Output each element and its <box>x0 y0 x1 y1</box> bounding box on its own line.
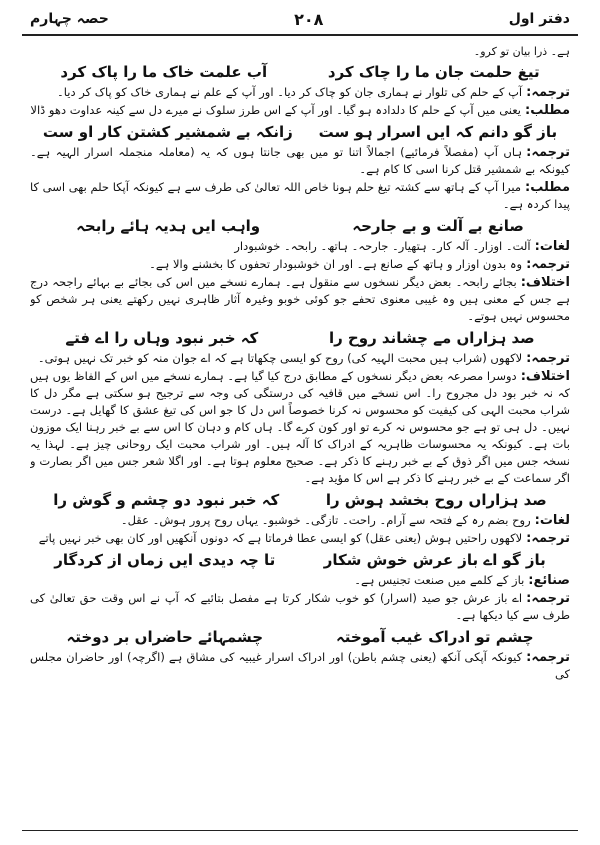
commentary-paragraph <box>30 274 570 325</box>
page-body <box>30 44 570 825</box>
paragraph-label: ترجمہ: <box>526 145 570 160</box>
verse-couplet <box>30 216 570 236</box>
verse-hemistich-first: باز گو دانم کہ ایں اسرار ہو ست <box>318 123 558 141</box>
paragraph-text: بجائے رابحہ۔ بعض دیگر نسخوں سے منقول ہے۔ ہمارے نسخے میں اس کی بجائے بے بہائے راجحہ درج ہے جس کے معنی ہیں وہ غیبی معنوی تحفے جو کوئی خوبو وغیرہ آثار ظاہری نہیں رکھتے یعنی ہر شخص کو محسوس نہیں ہوتے۔ <box>30 275 570 323</box>
verse-couplet <box>30 627 570 647</box>
commentary-paragraph <box>30 179 570 213</box>
verse-couplet <box>30 550 570 570</box>
header-volume: دفتر اول <box>508 11 570 27</box>
paragraph-text: کیونکہ آپکی آنکھ (یعنی چشم باطن) اور ادراک اسرار غیبیہ کی مشاق ہے (اگرچہ) اور حاضران مجلس کی <box>30 650 570 681</box>
verse-hemistich-second: کہ خبر نبود وہاں را اے فتے <box>65 329 259 347</box>
paragraph-text: اے باز عرش جو صید (اسرار) کو خوب شکار کرتا ہے مفصل بتائیے کہ آپ نے اس وقت حق تعالیٰ کی طرف سے کیا دیکھا ہے۔ <box>30 591 570 622</box>
paragraph-label: لغات: <box>534 513 570 528</box>
header-section: حصہ چہارم <box>30 11 109 27</box>
paragraph-label: لغات: <box>534 239 570 254</box>
paragraph-text: لاکھوں (شراب ہیں محبت الہیہ کی) روح کو ایسی چکھاتا ہے کہ اے جوان منہ کو خبر تک نہیں ہوتی۔ <box>37 351 523 365</box>
verse-couplet <box>30 490 570 510</box>
commentary-paragraph <box>30 238 570 255</box>
header-rule <box>22 34 578 36</box>
commentary-paragraph <box>30 572 570 589</box>
paragraph-label: مطلب: <box>525 180 570 195</box>
verse-hemistich-first: صد ہزاراں مے چشاند روح را <box>328 329 535 347</box>
verse-hemistich-second: واہب ایں ہدیہ ہائے رابحہ <box>76 217 261 235</box>
paragraph-text: باز کے کلمے میں صنعت تجنیس ہے۔ <box>354 573 525 587</box>
commentary-paragraph <box>30 512 570 529</box>
paragraph-text: روح بضم رہ کے فتحہ سے آرام۔ راحت۔ تازگی۔ خوشبو۔ یہاں روح پرور ہوش۔ عقل۔ <box>120 513 531 527</box>
verse-hemistich-first: باز گو اے باز عرش خوش شکار <box>323 551 546 569</box>
paragraph-text: وہ بدون اوزار و ہاتھ کے صانع ہے۔ اور ان خوشبودار تحفوں کا بخشنے والا ہے۔ <box>149 257 523 271</box>
verse-hemistich-first: چشم تو ادراک غیب آموختہ <box>335 628 534 646</box>
page-number: ۲۰۸ <box>294 9 324 29</box>
commentary-paragraph <box>30 84 570 101</box>
verse-hemistich-first: صانع بے آلت و بے جارحہ <box>352 217 524 235</box>
paragraph-label: ترجمہ: <box>526 531 570 546</box>
commentary-paragraph <box>30 530 570 547</box>
paragraph-text: آپ کے حلم کی تلوار نے ہماری جان کو چاک کر دیا۔ اور آپ کے علم نے ہماری خاک کو پاک کر دیا۔ <box>57 85 523 99</box>
paragraph-label: مطلب: <box>525 103 570 118</box>
verse-couplet <box>30 62 570 82</box>
paragraph-text: آلت۔ اوزار۔ آلہ کار۔ ہتھیار۔ جارحہ۔ ہاتھ۔ رابحہ۔ خوشبودار <box>234 239 531 253</box>
page-header <box>30 6 570 32</box>
verse-hemistich-second: زانکہ بے شمشیر کشتن کار او ست <box>42 123 293 141</box>
paragraph-label: ترجمہ: <box>526 650 570 665</box>
paragraph-text: دوسرا مصرعہ بعض دیگر نسخوں کے مطابق درج کیا گیا ہے۔ ہمارے نسخے میں اس کے الفاظ یوں ہیں کہ نہ خبر بود دل مجروح را۔ اس نسخے میں قافیہ کی درستگی کی وجہ سے ترجیح ہو سکتی ہے مگر دل کا شراب محبت الہی کی کیفیت کو محسوس نہ کرنا خصوصاً اس دل کا جو اس کی تیغ عشق کا گھایل ہے۔ درست نہیں۔ دل ہی تو ہے جو محسوس نہ کرے تو اور کون کرے گا۔ ہاں کام و دہان کا اس سے بے خبر رہنا ایک موزون بات ہے۔ کیونکہ یہ محسوسات ظاہریہ کے ادراک کا آلہ ہیں۔ اور شراب محبت ایک روحانی چیز ہے۔ لہذا یہ نسخہ جس میں اگر ذوق کے بے خبر رہنے کا ذکر ہے۔ صحیح معلوم ہوتا ہے۔ اور اگلا شعر جس میں اگر بصارت و اگر سماعت کے بے خبر رہنے کا ذکر ہے اس کا مؤید ہے۔ <box>30 369 570 485</box>
paragraph-label: ترجمہ: <box>526 85 570 100</box>
continuation-line: ہے۔ ذرا بیان تو کرو۔ <box>473 45 570 58</box>
commentary-paragraph <box>30 350 570 367</box>
verse-hemistich-first: صد ہزاراں روح بخشد ہوش را <box>325 491 547 509</box>
paragraph-label: صنائع: <box>528 573 570 588</box>
verse-hemistich-second: تا چہ دیدی ایں زماں از کردگار <box>54 551 276 569</box>
commentary-paragraph <box>30 256 570 273</box>
commentary-paragraph <box>30 590 570 624</box>
commentary-paragraph <box>30 649 570 683</box>
paragraph-text: یعنی میں آپ کے حلم کا دلدادہ ہو گیا۔ اور آپ کے اس طرز سلوک نے میرے دل سے کینہ عداوت دھو ڈالا <box>30 103 522 117</box>
verse-hemistich-second: آب علمت خاک ما را پاک کرد <box>60 63 268 81</box>
footer-rule <box>22 830 578 831</box>
paragraph-label: ترجمہ: <box>526 591 570 606</box>
verse-hemistich-second: کہ خبر نبود دو چشم و گوش را <box>53 491 280 509</box>
verse-hemistich-second: چشمہائے حاضراں بر دوختہ <box>66 628 264 646</box>
paragraph-label: اختلاف: <box>520 369 570 384</box>
paragraph-text: ہاں آپ (مفصلاً فرمائیے) اجمالاً اتنا تو میں بھی جانتا ہوں کہ یہ (معاملہ منجملہ اسرار الہیہ ہے۔ کیونکہ بے شمشیر قتل کرنا اسی کا کام ہے۔ <box>30 145 570 176</box>
verse-couplet <box>30 328 570 348</box>
verse-hemistich-first: تیغ حلمت جان ما را چاک کرد <box>327 63 540 81</box>
commentary-paragraph <box>30 102 570 119</box>
paragraph-text: میرا آپ کے ہاتھ سے کشتہ تیغ حلم ہونا خاص اللہ تعالیٰ کی طرف سے ہے کیونکہ آپکا حلم بھی اسی کا پیدا کردہ ہے۔ <box>30 180 570 211</box>
paragraph-label: ترجمہ: <box>526 351 570 366</box>
commentary-paragraph <box>30 368 570 487</box>
paragraph-text: لاکھوں راحتیں ہوش (یعنی عقل) کو ایسی عطا فرماتا ہے کہ دونوں آنکھیں اور کان بھی خبر نہیں پاتے <box>38 531 523 545</box>
paragraph-label: اختلاف: <box>520 275 570 290</box>
commentary-paragraph <box>30 144 570 178</box>
paragraph-label: ترجمہ: <box>526 257 570 272</box>
verse-couplet <box>30 122 570 142</box>
